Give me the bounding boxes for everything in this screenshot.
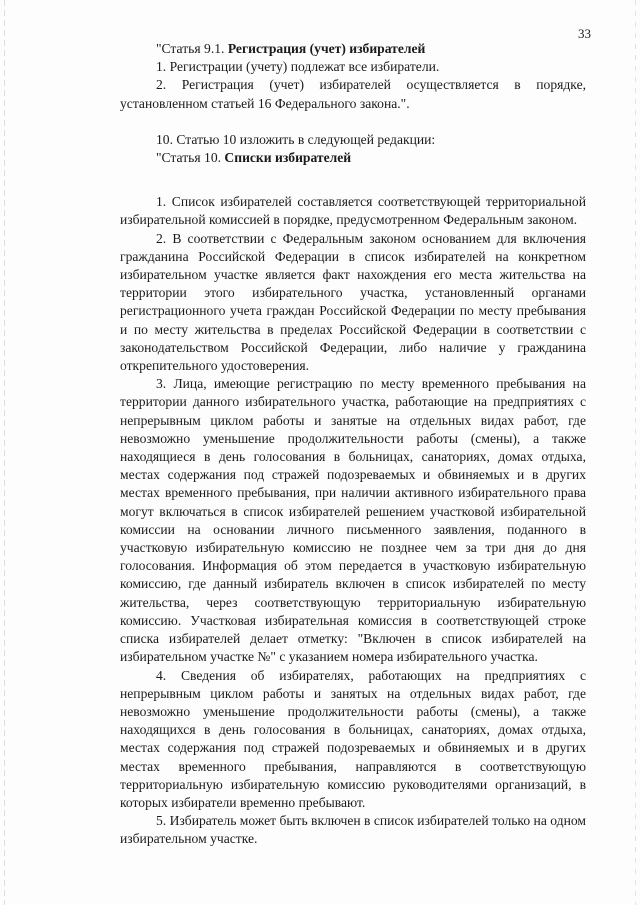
article-10-paragraph-5: 5. Избиратель может быть включен в список избирателей только на одном избирательном участке. (120, 813, 586, 847)
article-9-1-heading (120, 40, 586, 58)
article-10-paragraph-3: 3. Лица, имеющие регистрацию по месту временного пребывания на территории данного избирательного участка, работающие на предприятиях с непрерывным циклом работы и занятые на отдельных видах работ, где невозможно уменьшение продолжительности работы (смены), а также находящиеся в день голосования в больницах, санаториях, домах отдыха, местах содержания под стражей подозреваемых и обвиняемых и в других местах временного пребывания, при наличии активного избирательного права могут включаться в список избирателей решением участковой избирательной комиссии на основании личного письменного заявления, поданного в участковую избирательную комиссию не позднее чем за три дня до дня голосования. Информация об этом передается в участковую избирательную комиссию, где данный избиратель включен в список избирателей по месту жительства, через соответствующую территориальную избирательную комиссию. Участковая избирательная комиссия в соответствующей строке списка избирателей делает отметку: "Включен в список избирателей на избирательном участке №" с указанием номера избирательного участка. (120, 376, 586, 665)
article-10-heading-title: Списки избирателей (224, 150, 352, 166)
article-9-1-heading-prefix: "Статья 9.1. (156, 41, 228, 56)
amendment-10-intro: 10. Статью 10 изложить в следующей редакции: (156, 131, 436, 147)
article-10-paragraph-2: 2. В соответствии с Федеральным законом основанием для включения гражданина Российской Федерации в список избирателей на конкретном избирательном участке является факт нахождения его места жительства на территории этого избирательного участка, установленный органами регистрационного учета граждан Российской Федерации по месту пребывания и по месту жительства в пределах Российской Федерации в соответствии с законодательством Российской Федерации, либо наличие у гражданина открепительного удостоверения. (120, 230, 586, 374)
article-9-1-heading-title: Регистрация (учет) избирателей (227, 41, 426, 56)
article-10-paragraph-1: 1. Список избирателей составляется соответствующей территориальной избирательной комиссией в порядке, предусмотренном Федеральным законом. (120, 194, 586, 228)
article-10-paragraph-4: 4. Сведения об избирателях, работающих на предприятиях с непрерывным циклом работы и занятых на отдельных видах работ, где невозможно уменьшение продолжительности работы (смены), а также находящихся в день голосования в больницах, санаториях, домах отдыха, местах содержания под стражей подозреваемых и обвиняемых и в других местах временного пребывания, направляются в соответствующую территориальную избирательную комиссию руководителями организаций, в которых избиратели временно пребывают. (120, 667, 586, 810)
scan-edge-left (4, 0, 5, 905)
document-body (120, 40, 586, 849)
article-10-heading-prefix: "Статья 10. (156, 150, 225, 166)
page-number: 33 (578, 26, 591, 41)
spacer (120, 113, 586, 131)
article-9-1-paragraph-1: 1. Регистрации (учету) подлежат все избиратели. (156, 59, 440, 75)
scan-edge-right (635, 0, 636, 905)
article-10-heading (120, 149, 586, 167)
article-9-1-paragraph-2: 2. Регистрация (учет) избирателей осуществляется в порядке, установленном статьей 16 Федерального закона.". (120, 77, 586, 111)
spacer (120, 167, 586, 193)
